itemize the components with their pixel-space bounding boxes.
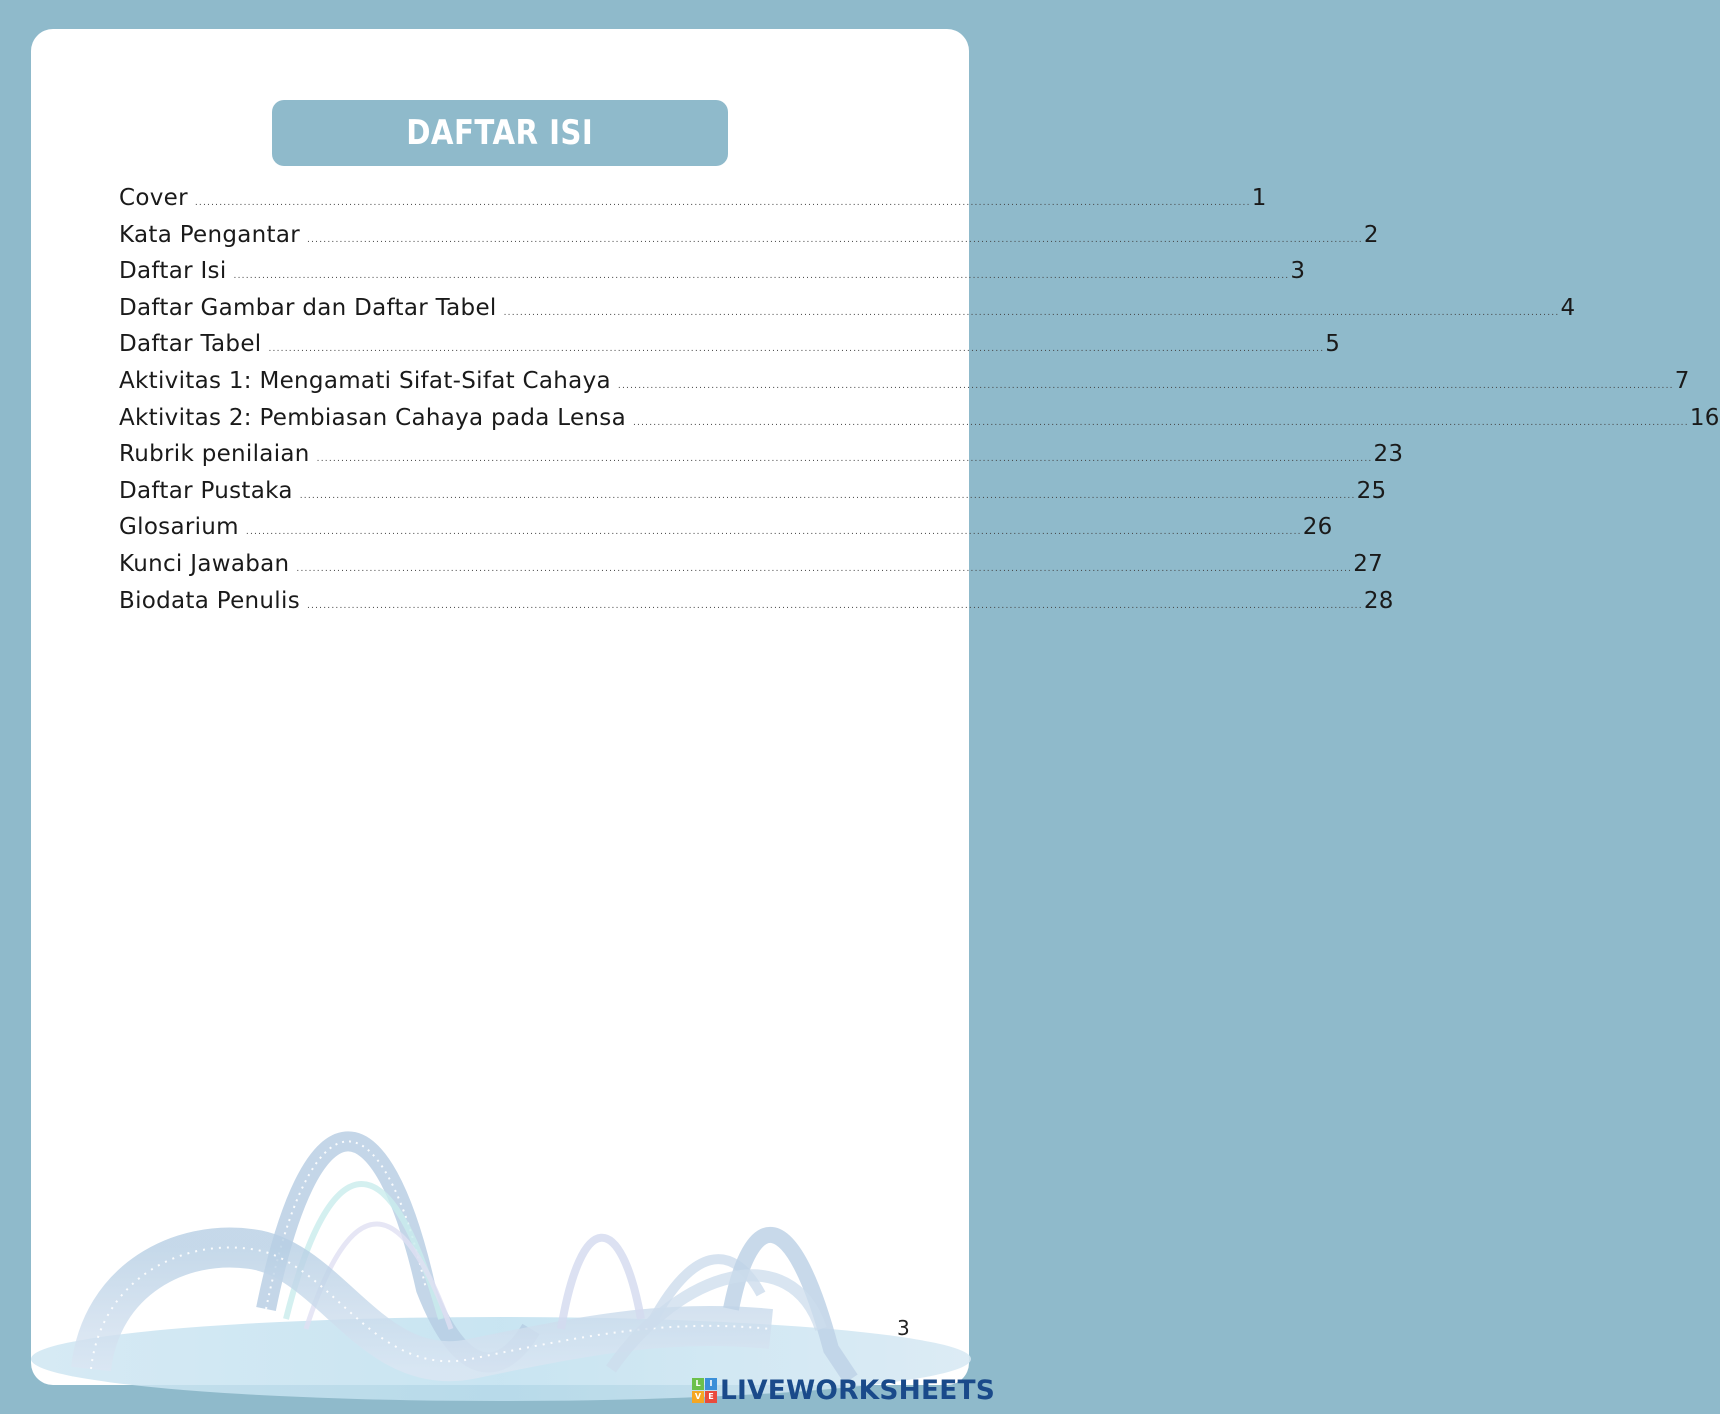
logo-square-v: V bbox=[692, 1391, 704, 1403]
toc-entry-page: 23 bbox=[1373, 441, 1404, 468]
toc-leader-dots: .................................................................................................................................................................................................................................................................... bbox=[194, 198, 1251, 208]
page-title: DAFTAR ISI bbox=[406, 113, 594, 153]
toc-leader-dots: .................................................................................................................................................................................................................................................................... bbox=[617, 380, 1674, 391]
toc-entry-label: Cover bbox=[119, 185, 188, 211]
toc-entry bbox=[119, 477, 1387, 515]
page-number: 3 bbox=[897, 1316, 910, 1340]
toc-entry-page: 3 bbox=[1290, 258, 1306, 285]
decorative-wave-illustration bbox=[31, 1079, 969, 1385]
toc-entry-label: Daftar Isi bbox=[119, 258, 227, 285]
toc-leader-dots: .................................................................................................................................................................................................................................................................... bbox=[233, 271, 1290, 282]
toc-leader-dots: .................................................................................................................................................................................................................................................................... bbox=[296, 563, 1353, 574]
toc-entry-page: 25 bbox=[1356, 477, 1387, 504]
toc-entry-page: 16 bbox=[1689, 404, 1720, 431]
toc-entry-label: Kata Pengantar bbox=[119, 221, 301, 248]
toc-entry-label: Daftar Pustaka bbox=[119, 477, 293, 504]
toc-entry bbox=[119, 514, 1333, 551]
toc-leader-dots: .................................................................................................................................................................................................................................................................... bbox=[316, 454, 1373, 465]
toc-entry-page: 1 bbox=[1251, 185, 1267, 211]
toc-entry-page: 4 bbox=[1560, 294, 1576, 321]
toc-entry-page: 27 bbox=[1353, 550, 1384, 577]
logo-text: LIVEWORKSHEETS bbox=[720, 1375, 996, 1406]
toc-entry-label: Aktivitas 1: Mengamati Sifat-Sifat Cahaya bbox=[119, 367, 611, 394]
toc-leader-dots: .................................................................................................................................................................................................................................................................... bbox=[268, 344, 1325, 355]
toc-entry bbox=[119, 367, 1690, 405]
toc-entry bbox=[119, 294, 1576, 332]
toc-entry-label: Glosarium bbox=[119, 514, 239, 541]
logo-squares-icon bbox=[692, 1378, 717, 1403]
toc-entry-label: Biodata Penulis bbox=[119, 587, 300, 614]
toc-entry bbox=[119, 221, 1379, 259]
toc-leader-dots: .................................................................................................................................................................................................................................................................... bbox=[503, 307, 1560, 318]
toc-entry bbox=[119, 587, 1394, 625]
title-banner bbox=[272, 100, 728, 166]
toc-entry-label: Aktivitas 2: Pembiasan Cahaya pada Lensa bbox=[119, 404, 626, 431]
logo-square-l: L bbox=[692, 1378, 704, 1390]
toc-entry bbox=[119, 185, 1267, 222]
toc-leader-dots: .................................................................................................................................................................................................................................................................... bbox=[245, 527, 1302, 538]
toc-leader-dots: .................................................................................................................................................................................................................................................................... bbox=[306, 600, 1363, 611]
toc-leader-dots: .................................................................................................................................................................................................................................................................... bbox=[632, 417, 1689, 428]
toc-entry-label: Daftar Tabel bbox=[119, 331, 262, 358]
toc-entry bbox=[119, 258, 1306, 295]
liveworksheets-logo bbox=[692, 1375, 1001, 1406]
toc-entry-page: 7 bbox=[1674, 367, 1690, 394]
toc-leader-dots: .................................................................................................................................................................................................................................................................... bbox=[299, 490, 1356, 501]
toc-entry-page: 26 bbox=[1302, 514, 1333, 541]
toc-entry-label: Rubrik penilaian bbox=[119, 441, 310, 468]
logo-square-e: E bbox=[705, 1391, 717, 1403]
toc-entry-page: 2 bbox=[1363, 221, 1379, 248]
table-of-contents bbox=[119, 185, 1720, 624]
toc-entry-page: 5 bbox=[1325, 331, 1341, 358]
toc-leader-dots: .................................................................................................................................................................................................................................................................... bbox=[307, 234, 1363, 245]
document-page bbox=[31, 29, 1720, 1385]
toc-entry-label: Kunci Jawaban bbox=[119, 550, 290, 577]
toc-entry bbox=[119, 331, 1341, 368]
toc-entry bbox=[119, 441, 1404, 478]
logo-square-i: I bbox=[705, 1378, 717, 1390]
toc-entry-label: Daftar Gambar dan Daftar Tabel bbox=[119, 294, 497, 321]
toc-entry bbox=[119, 404, 1720, 442]
toc-entry bbox=[119, 550, 1384, 588]
toc-entry-page: 28 bbox=[1363, 587, 1394, 614]
